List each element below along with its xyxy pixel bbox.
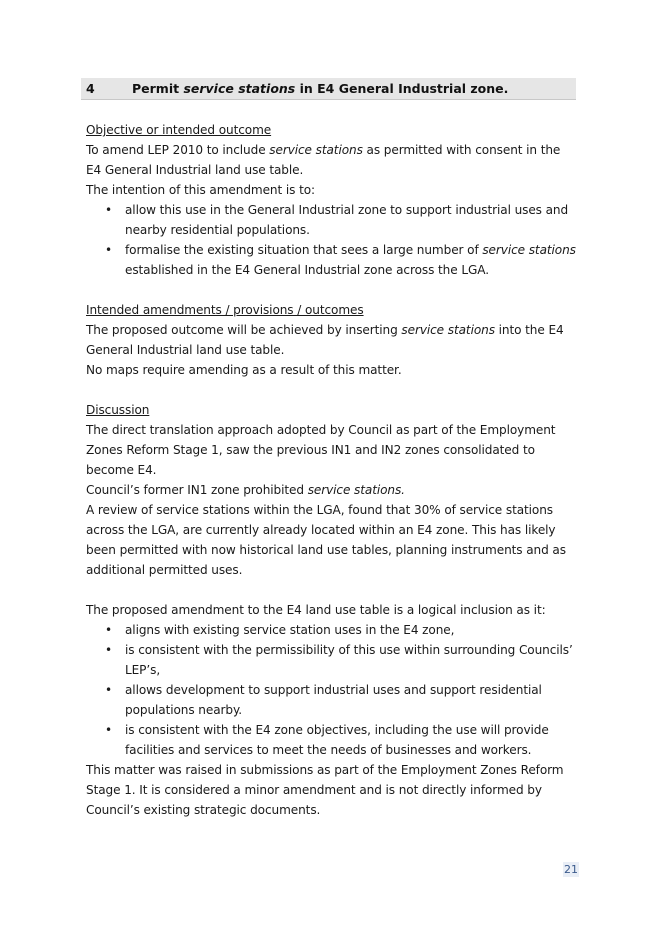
discussion-paragraph-2 — [86, 480, 576, 500]
section-title-start: Permit — [132, 81, 184, 96]
italic-term: service stations — [269, 143, 363, 157]
section-title-end: in E4 General Industrial zone. — [295, 81, 509, 96]
text-run: Council’s former IN1 zone prohibited — [86, 483, 308, 497]
bullet-icon: • — [105, 683, 113, 697]
list-item — [86, 680, 576, 720]
bullet-icon: • — [105, 243, 113, 257]
text-run: as permitted with consent in the E4 General Industrial land use table. — [86, 143, 561, 177]
italic-term: service stations — [482, 243, 576, 257]
discussion-paragraph-5: This matter was raised in submissions as part of the Employment Zones Reform Stage 1. It is considered a minor amendment and is not directly informed by Council’s existing strategic documents. — [86, 763, 564, 817]
text-run: To amend LEP 2010 to include — [86, 143, 270, 157]
bullet-icon: • — [105, 643, 113, 657]
objective-heading: Objective or intended outcome — [86, 123, 272, 137]
amendments-paragraph-2: No maps require amending as a result of this matter. — [86, 363, 402, 377]
amendments-paragraph-1 — [86, 320, 576, 360]
section-heading — [81, 78, 576, 100]
bullet-text: established in the E4 General Industrial zone across the LGA. — [125, 263, 489, 277]
section-number: 4 — [86, 81, 95, 96]
bullet-text: allow this use in the General Industrial zone to support industrial uses and nearby residential populations. — [125, 203, 569, 237]
discussion-heading: Discussion — [86, 403, 150, 417]
objective-paragraph-1 — [86, 140, 576, 180]
objective-paragraph-2: The intention of this amendment is to: — [86, 183, 315, 197]
section-title — [132, 78, 508, 99]
bullet-text: is consistent with the permissibility of this use within surrounding Councils’ LEP’s, — [125, 643, 573, 677]
bullet-text: aligns with existing service station uses in the E4 zone, — [125, 623, 455, 637]
section-title-italic: service stations — [183, 81, 296, 96]
discussion-paragraph-3: A review of service stations within the LGA, found that 30% of service stations across the LGA, are currently already located within an E4 zone. This has likely been permitted with now historical land use tables, planning instruments and as additional permitted uses. — [86, 503, 566, 577]
list-item — [86, 200, 576, 240]
objective-bullet-list — [86, 200, 576, 280]
italic-term: service stations — [401, 323, 495, 337]
discussion-bullet-list — [86, 620, 576, 760]
discussion-paragraph-1: The direct translation approach adopted by Council as part of the Employment Zones Reform Stage 1, saw the previous IN1 and IN2 zones consolidated to become E4. — [86, 423, 556, 477]
list-item — [86, 640, 576, 680]
list-item — [86, 240, 576, 280]
discussion-paragraph-4: The proposed amendment to the E4 land use table is a logical inclusion as it: — [86, 603, 546, 617]
list-item — [86, 620, 576, 640]
bullet-icon: • — [105, 623, 113, 637]
body-content — [86, 120, 576, 820]
bullet-icon: • — [105, 723, 113, 737]
text-run: The proposed outcome will be achieved by inserting — [86, 323, 402, 337]
amendments-heading: Intended amendments / provisions / outcomes — [86, 303, 364, 317]
bullet-icon: • — [105, 203, 113, 217]
list-item — [86, 720, 576, 760]
bullet-text: is consistent with the E4 zone objectives, including the use will provide facilities and services to meet the needs of businesses and workers. — [125, 723, 549, 757]
text-run: into the E4 General Industrial land use table. — [86, 323, 564, 357]
page-number: 21 — [564, 863, 578, 876]
italic-term: service stations. — [307, 483, 405, 497]
bullet-text: allows development to support industrial uses and support residential populations nearby. — [125, 683, 542, 717]
bullet-text: formalise the existing situation that sees a large number of — [125, 243, 483, 257]
